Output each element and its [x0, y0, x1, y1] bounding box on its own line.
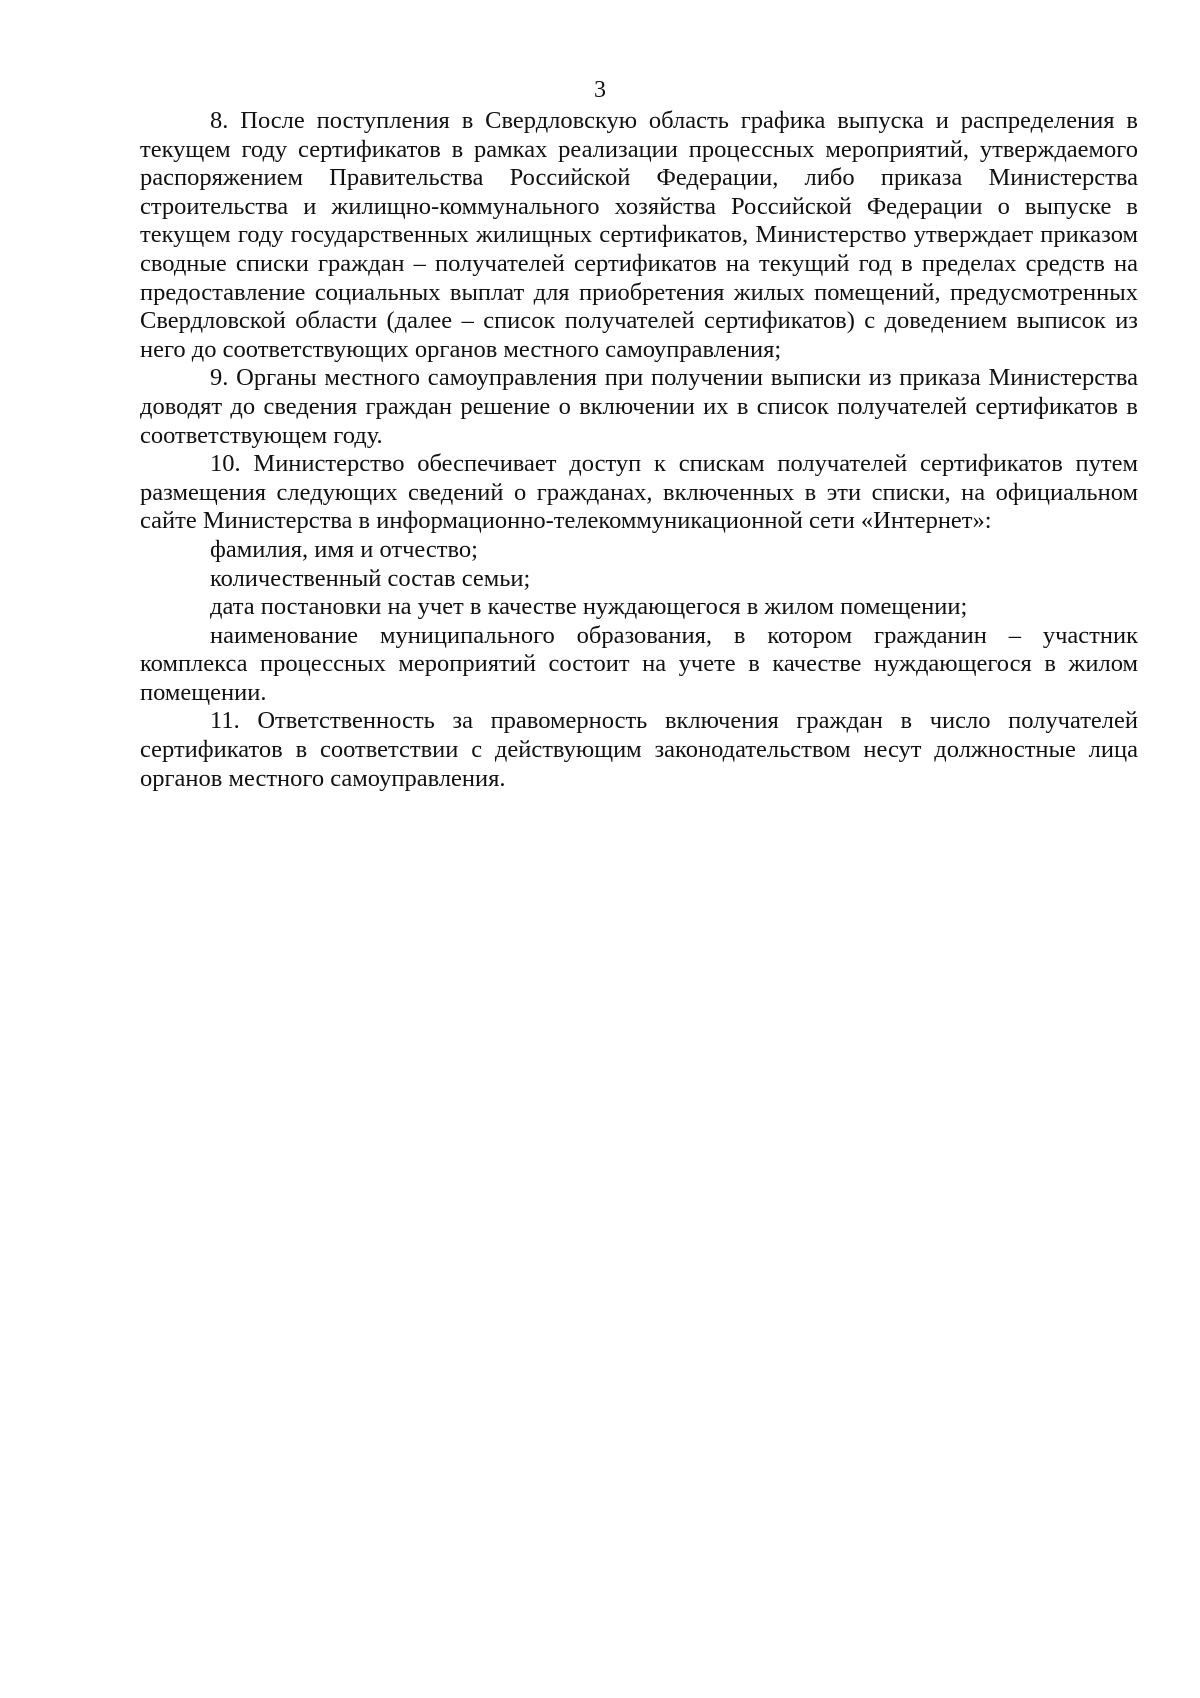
list-item-family-size: количественный состав семьи;: [210, 564, 531, 592]
paragraph-8: 8. После поступления в Свердловскую область графика выпуска и распределения в текущем году сертификатов в рамках реализации процессных мероприятий, утверждаемого распоряжением Правительства Российской Федерации, либо приказа Министерства строительства и жилищно-коммунального хозяйства Российской Федерации о выпуске в текущем году государственных жилищных сертификатов, Министерство утверждает приказом сводные списки граждан – получателей сертификатов на текущий год в пределах средств на предоставление социальных выплат для приобретения жилых помещений, предусмотренных Свердловской области (далее – список получателей сертификатов) с доведением выписок из него до соответствующих органов местного самоуправления;: [140, 107, 1138, 363]
paragraph-11: 11. Ответственность за правомерность включения граждан в число получателей сертификатов в соответствии с действующим законодательством несут должностные лица органов местного самоуправления.: [140, 707, 1138, 792]
list-item-registration-date: дата постановки на учет в качестве нуждающегося в жилом помещении;: [210, 593, 968, 621]
page-number: 3: [594, 77, 606, 103]
paragraph-9: 9. Органы местного самоуправления при получении выписки из приказа Министерства доводят до сведения граждан решение о включении их в список получателей сертификатов в соответствующем году.: [140, 364, 1138, 449]
list-item-full-name: фамилия, имя и отчество;: [210, 535, 478, 563]
document-body: [140, 107, 1138, 793]
paragraph-10: 10. Министерство обеспечивает доступ к спискам получателей сертификатов путем размещения следующих сведений о гражданах, включенных в эти списки, на официальном сайте Министерства в информационно-телекоммуникационной сети «Интернет»:: [140, 450, 1138, 535]
list-item-municipality: наименование муниципального образования, в котором гражданин – участник комплекса процессных мероприятий состоит на учете в качестве нуждающегося в жилом помещении.: [140, 621, 1138, 706]
